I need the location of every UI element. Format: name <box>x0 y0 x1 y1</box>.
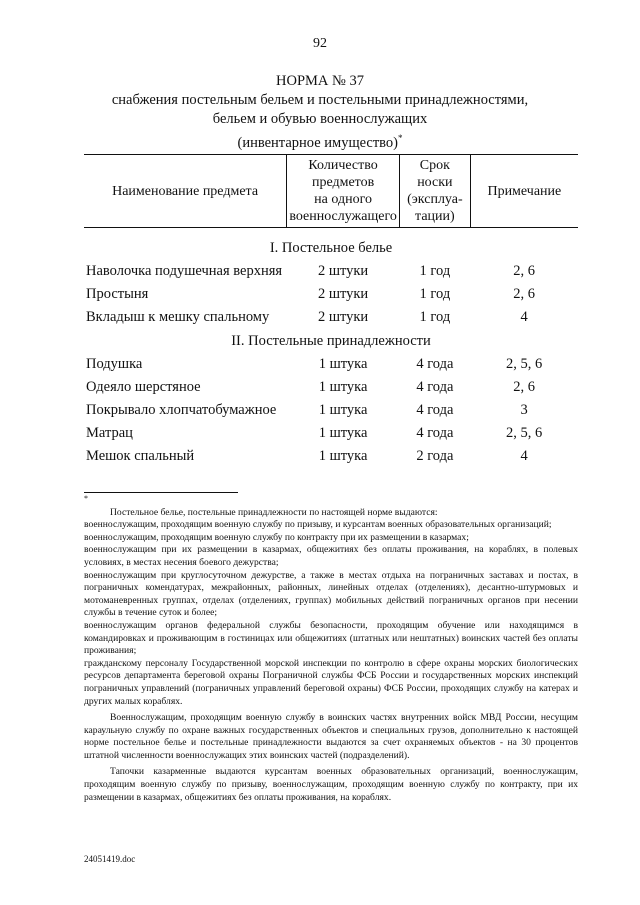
header-term-line: носки <box>417 175 453 190</box>
footnote-item: военнослужащим, проходящим военную службу по призыву, и курсантам военных образовательных организаций; <box>84 519 552 531</box>
section-heading-row <box>84 228 578 261</box>
table-row <box>84 445 578 468</box>
item-quantity: 1 штука <box>318 448 368 464</box>
table-row <box>84 353 578 376</box>
header-note: Примечание <box>470 155 578 228</box>
item-name: Покрывало хлопчатобумажное <box>86 402 277 418</box>
item-quantity: 2 штуки <box>317 263 369 279</box>
table-row <box>84 422 578 445</box>
item-term: 2 года <box>416 448 454 464</box>
section-heading-row <box>84 329 578 353</box>
header-term-line: (эксплуа- <box>407 192 463 207</box>
table-row <box>84 399 578 422</box>
header-quantity-line: Количество <box>308 158 378 173</box>
footnote-item: гражданскому персоналу Государственной морской инспекции по контролю в сфере охраны морских биологических ресурсов департамента береговой охраны Пограничной службы ФСБ России и государственных морских инспекций пограничных управлений (пограничных управлений береговой охраны) ФСБ России, проходящих службу на катерах и других малых кораблях. <box>84 657 578 707</box>
item-term: 4 года <box>416 356 454 372</box>
header-quantity <box>287 155 400 228</box>
table-row <box>84 283 578 306</box>
norm-table <box>84 154 578 468</box>
inventory-label: (инвентарное имущество) <box>237 134 398 151</box>
item-quantity: 1 штука <box>318 402 368 418</box>
norm-title-block <box>60 72 580 153</box>
item-quantity: 1 штука <box>318 356 368 372</box>
header-quantity-line: на одного <box>314 192 372 207</box>
document-id: 24051419.doc <box>84 854 136 864</box>
header-term-line: тации) <box>415 209 455 224</box>
footnote-item: военнослужащим при их размещении в казармах, общежитиях без оплаты проживания, на кораблях, в полевых условиях, в местах несения боевого дежурства; <box>84 544 578 568</box>
item-term: 4 года <box>416 402 454 418</box>
table-row <box>84 306 578 329</box>
table-header-row <box>84 155 578 228</box>
footnotes <box>84 494 578 804</box>
item-note: 2, 5, 6 <box>505 356 543 372</box>
footnote-intro: Постельное белье, постельные принадлежности по настоящей норме выдаются: <box>110 506 438 518</box>
item-quantity: 1 штука <box>318 425 368 441</box>
item-name: Матрац <box>86 425 133 441</box>
item-note: 3 <box>520 402 528 418</box>
footnote-item: военнослужащим, проходящим военную службу по контракту при их размещении в казармах; <box>84 531 469 543</box>
item-name: Мешок спальный <box>86 448 195 464</box>
footnote-item: военнослужащим при круглосуточном дежурстве, а также в местах отдыха на пограничных заставах и постах, в пограничных комендатурах, межрайонных, районных, линейных отделах (отделениях), десантно-штурмовых и мотоманевренных группах, отделах (отделениях, группах) мобильных действий пограничных органов при несении службы в течение суток и более; <box>84 569 578 619</box>
item-note: 2, 6 <box>513 379 535 395</box>
norm-subtitle-line-1: снабжения постельным бельем и постельными принадлежностями, <box>111 92 529 108</box>
item-name: Одеяло шерстяное <box>86 379 201 395</box>
header-term-line: Срок <box>419 158 450 173</box>
item-note: 4 <box>520 309 528 325</box>
footnote-star: * <box>84 494 88 503</box>
table-row <box>84 376 578 399</box>
item-term: 4 года <box>416 425 454 441</box>
item-note: 2, 5, 6 <box>505 425 543 441</box>
item-term: 4 года <box>416 379 454 395</box>
item-quantity: 2 штуки <box>317 309 369 325</box>
item-note: 2, 6 <box>513 286 535 302</box>
item-quantity: 1 штука <box>318 379 368 395</box>
page-number: 92 <box>313 36 327 51</box>
footnote-paragraph: Военнослужащим, проходящим военную службу в воинских частях внутренних войск МВД России, несущим караульную службу по охране важных государственных объектов и специальных грузов, дополнительно к настоящей норме постельное белье и постельные принадлежности выдаются за счет охраняемых объектов - на 30 процентов штатной численности военнослужащих этих воинских частей (подразделений). <box>84 712 578 761</box>
header-wear-term <box>400 155 471 228</box>
item-term: 1 год <box>419 309 451 325</box>
item-name: Наволочка подушечная верхняя <box>86 263 283 279</box>
item-name: Подушка <box>86 356 143 372</box>
item-term: 1 год <box>419 286 451 302</box>
table-row <box>84 260 578 283</box>
header-item-name: Наименование предмета <box>112 183 259 199</box>
norm-subtitle-line-3 <box>60 129 580 153</box>
footnote-star-line <box>84 494 578 507</box>
item-quantity: 2 штуки <box>317 286 369 302</box>
footnote-separator <box>84 492 238 493</box>
item-term: 1 год <box>419 263 451 279</box>
norm-subtitle-line-2: бельем и обувью военнослужащих <box>212 111 428 127</box>
item-name: Простыня <box>86 286 149 302</box>
section-heading: I. Постельное белье <box>269 240 393 256</box>
item-note: 2, 6 <box>513 263 535 279</box>
footnote-mark: * <box>398 133 403 143</box>
header-quantity-line: военнослужащего <box>289 209 397 224</box>
footnote-item: военнослужащим органов федеральной службы безопасности, проходящим обучение или находящимся в командировках и проживающим в гостиницах или общежитиях (штатных или нештатных) воинских частей без оплаты проживания; <box>84 619 578 657</box>
footnote-paragraph: Тапочки казарменные выдаются курсантам военных образовательных организаций, военнослужащим, проходящим военную службу по призыву, военнослужащим, проходящим военную службу по контракту, при их размещении в казармах, общежитиях без оплаты проживания, на кораблях. <box>84 766 578 803</box>
header-quantity-line: предметов <box>311 175 375 190</box>
norm-title: НОРМА № 37 <box>276 73 364 89</box>
section-heading: II. Постельные принадлежности <box>231 333 431 349</box>
supply-table <box>84 154 578 468</box>
item-note: 4 <box>520 448 528 464</box>
item-name: Вкладыш к мешку спальному <box>86 309 270 325</box>
